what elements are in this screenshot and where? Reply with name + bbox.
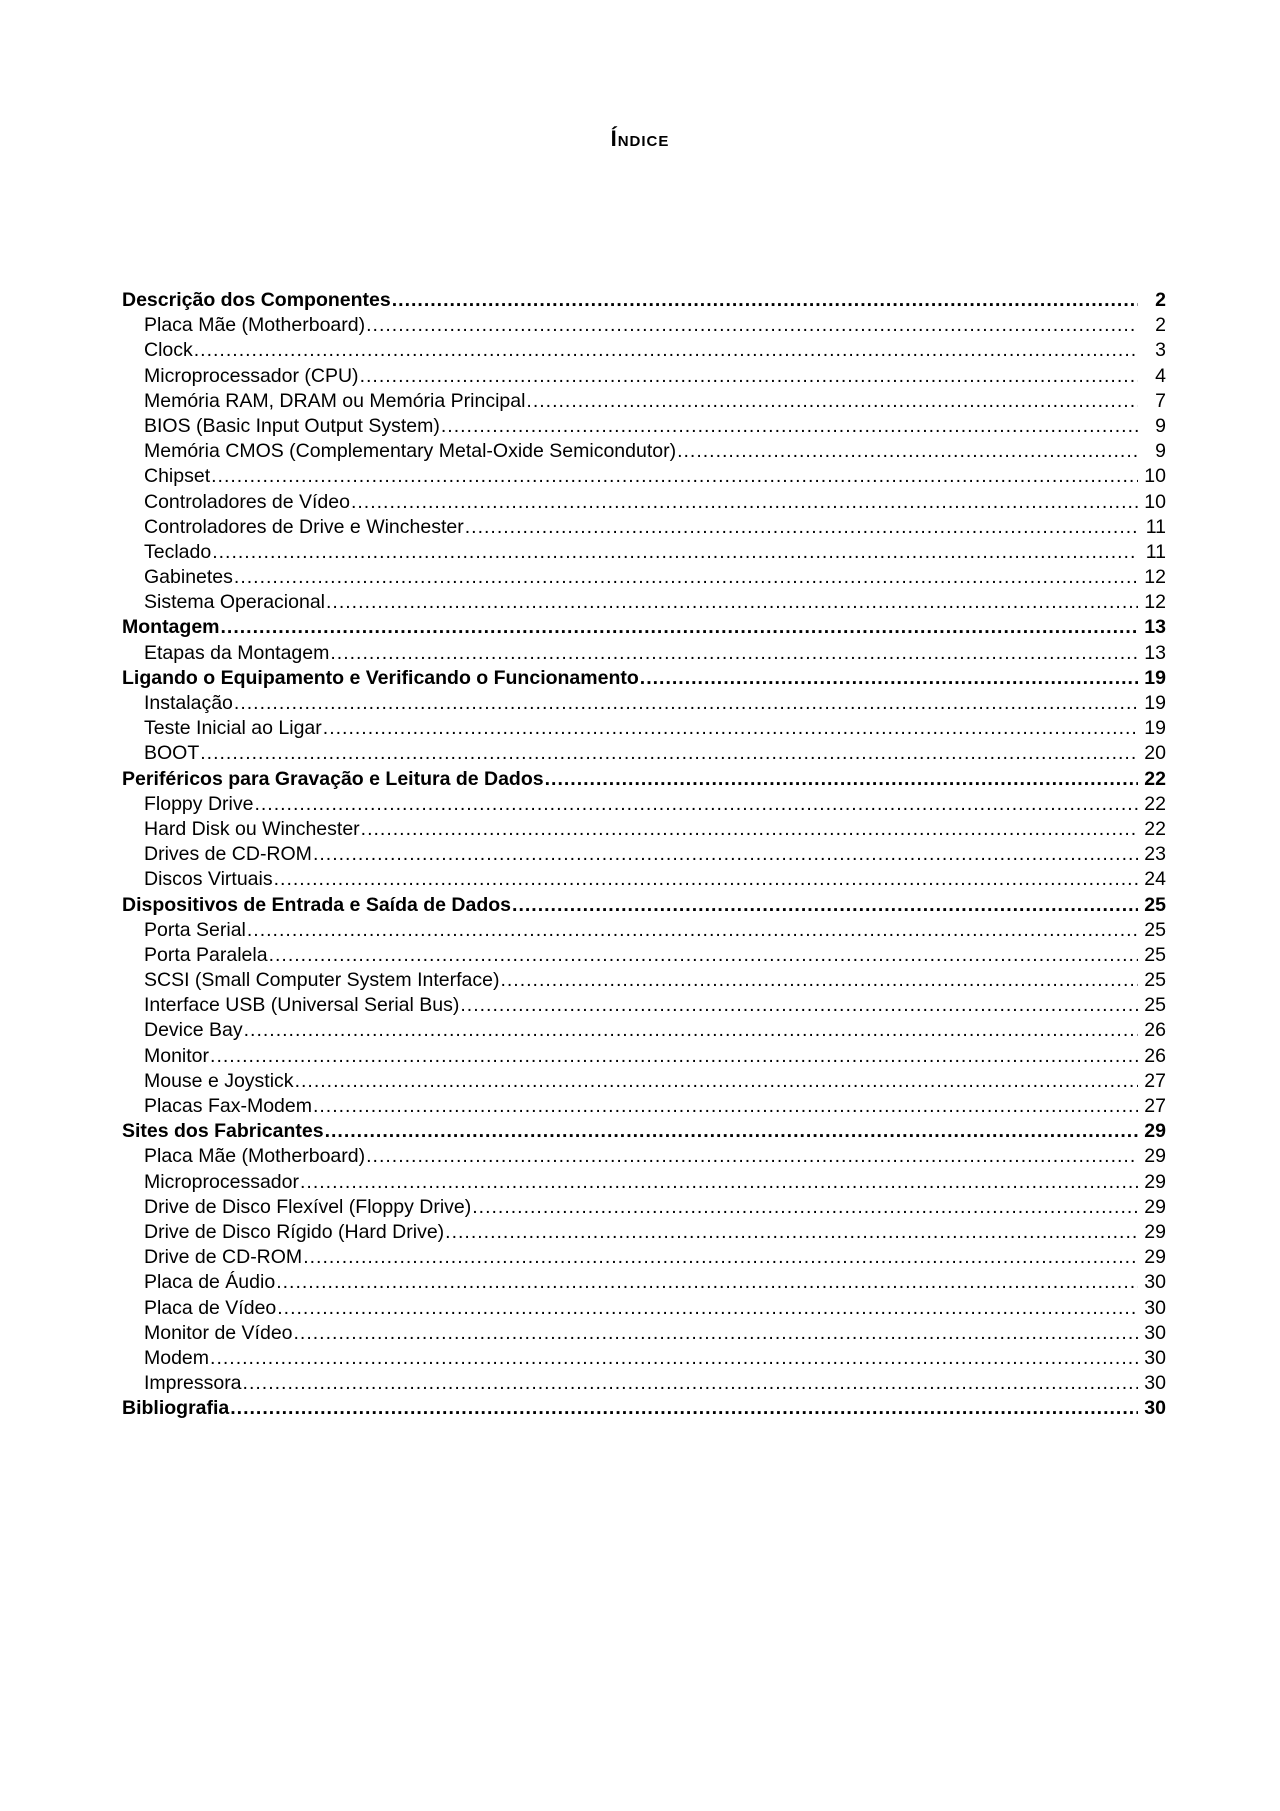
toc-page-number: 3 [1155,339,1166,362]
toc-dot-leader [326,590,1138,615]
toc-dot-leader [274,867,1138,892]
toc-entry-label: Drive de Disco Rígido (Hard Drive) [144,1220,445,1243]
toc-dot-leader [640,666,1138,691]
toc-subsection-entry[interactable] [122,540,1166,565]
toc-subsection-entry[interactable] [122,389,1166,414]
toc-subsection-entry[interactable] [122,313,1166,338]
toc-dot-leader [313,1094,1138,1119]
toc-dot-leader [200,741,1138,766]
toc-entry-label: Porta Serial [144,918,246,941]
toc-entry-label: Interface USB (Universal Serial Bus) [144,994,460,1017]
toc-subsection-entry[interactable] [122,364,1166,389]
toc-page-number: 30 [1144,1296,1166,1319]
toc-page-number: 13 [1144,616,1166,639]
toc-dot-leader [294,1321,1138,1346]
toc-dot-leader [210,1346,1138,1371]
toc-page-number: 25 [1144,943,1166,966]
toc-entry-label: Instalação [144,692,233,714]
toc-subsection-entry[interactable] [122,1094,1166,1119]
toc-section-entry[interactable] [122,767,1166,792]
toc-subsection-entry[interactable] [122,817,1166,842]
toc-page-number: 30 [1144,1397,1166,1420]
toc-subsection-entry[interactable] [122,439,1166,464]
toc-subsection-entry[interactable] [122,338,1166,363]
toc-dot-leader [247,918,1138,943]
toc-page-number: 29 [1144,1195,1166,1218]
toc-page-number: 23 [1144,843,1166,866]
toc-page-number: 29 [1144,1145,1166,1168]
toc-page-number: 29 [1144,1120,1166,1143]
toc-entry-label: Controladores de Vídeo [144,490,350,513]
toc-page-number: 25 [1144,918,1166,941]
toc-section-entry[interactable] [122,893,1166,918]
toc-subsection-entry[interactable] [122,943,1166,968]
toc-dot-leader [212,540,1138,565]
toc-page-number: 12 [1144,566,1166,589]
toc-entry-label: Microprocessador [144,1170,299,1193]
toc-dot-leader [472,1195,1138,1220]
toc-dot-leader [234,565,1138,590]
toc-entry-label: Periféricos para Gravação e Leitura de Dados [122,767,544,790]
toc-subsection-entry[interactable] [122,590,1166,615]
toc-dot-leader [441,414,1138,439]
toc-subsection-entry[interactable] [122,515,1166,540]
toc-page-number: 10 [1144,465,1166,488]
toc-page-number: 20 [1144,742,1166,765]
toc-page-number: 26 [1144,1019,1166,1042]
toc-entry-label: Memória RAM, DRAM ou Memória Principal [144,389,526,412]
toc-entry-label: Memória CMOS (Complementary Metal-Oxide Semicondutor) [144,440,677,463]
toc-entry-label: Clock [144,339,193,362]
toc-entry-label: Chipset [144,465,211,488]
toc-subsection-entry[interactable] [122,716,1166,741]
toc-entry-label: Bibliografia [122,1397,230,1420]
toc-entry-label: Ligando o Equipamento e Verificando o Funcionamento [122,666,639,689]
toc-dot-leader [500,968,1138,993]
toc-entry-label: Teclado [144,540,212,563]
toc-subsection-entry[interactable] [122,1270,1166,1295]
toc-entry-label: Placa de Áudio [144,1271,276,1294]
toc-entry-label: Discos Virtuais [144,868,273,891]
toc-dot-leader [325,1119,1138,1144]
toc-entry-label: Porta Paralela [144,943,268,966]
toc-subsection-entry[interactable] [122,1296,1166,1321]
toc-subsection-entry[interactable] [122,867,1166,892]
toc-entry-label: Sistema Operacional [144,591,326,614]
toc-entry-label: Monitor [144,1044,210,1067]
toc-dot-leader [351,490,1138,515]
toc-dot-leader [277,1296,1138,1321]
toc-page-number: 9 [1155,440,1166,463]
toc-entry-label: Impressora [144,1372,242,1395]
toc-subsection-entry[interactable] [122,1195,1166,1220]
toc-section-entry[interactable] [122,1119,1166,1144]
toc-page-number: 29 [1144,1220,1166,1243]
toc-page-number: 2 [1155,289,1166,311]
toc-page-number: 29 [1144,1246,1166,1269]
toc-entry-label: Sites dos Fabricantes [122,1120,324,1143]
toc-entry-label: Placas Fax-Modem [144,1095,312,1117]
toc-dot-leader [303,1245,1138,1270]
toc-entry-label: Dispositivos de Entrada e Saída de Dados [122,893,512,916]
toc-entry-label: Gabinetes [144,566,233,589]
toc-page-number: 24 [1144,868,1166,891]
toc-dot-leader [545,767,1138,792]
toc-dot-leader [244,1018,1138,1043]
toc-dot-leader [300,1170,1138,1195]
toc-entry-label: BOOT [144,742,200,765]
toc-page-number: 25 [1144,994,1166,1017]
toc-entry-label: Placa de Vídeo [144,1296,277,1319]
toc-page-number: 12 [1144,591,1166,614]
toc-dot-leader [392,288,1138,313]
toc-dot-leader [330,641,1138,666]
toc-page-number: 22 [1144,767,1166,790]
toc-entry-label: Drive de Disco Flexível (Floppy Drive) [144,1195,472,1218]
toc-subsection-entry[interactable] [122,1245,1166,1270]
toc-page-number: 30 [1144,1346,1166,1369]
toc-page-number: 22 [1144,817,1166,840]
toc-page-number: 13 [1144,641,1166,664]
toc-page-number: 27 [1144,1069,1166,1092]
toc-entry-label: BIOS (Basic Input Output System) [144,414,440,437]
toc-subsection-entry[interactable] [122,1069,1166,1094]
toc-entry-label: SCSI (Small Computer System Interface) [144,969,500,992]
toc-entry-label: Hard Disk ou Winchester [144,817,360,840]
toc-section-entry[interactable] [122,666,1166,691]
toc-entry-label: Monitor de Vídeo [144,1321,293,1344]
toc-page-number: 19 [1144,717,1166,740]
toc-subsection-entry[interactable] [122,414,1166,439]
toc-entry-label: Descrição dos Componentes [122,289,391,311]
toc-subsection-entry[interactable] [122,464,1166,489]
toc-dot-leader [460,993,1138,1018]
toc-entry-label: Microprocessador (CPU) [144,364,359,387]
toc-entry-label: Mouse e Joystick [144,1069,294,1092]
toc-page-number: 11 [1145,540,1166,563]
toc-subsection-entry[interactable] [122,1018,1166,1043]
toc-subsection-entry[interactable] [122,918,1166,943]
toc-subsection-entry[interactable] [122,1044,1166,1069]
toc-page-number: 9 [1155,414,1166,437]
toc-dot-leader [445,1220,1138,1245]
toc-subsection-entry[interactable] [122,1346,1166,1371]
toc-dot-leader [269,943,1138,968]
toc-dot-leader [677,439,1138,464]
toc-section-entry[interactable] [122,288,1166,313]
toc-entry-label: Drives de CD-ROM [144,843,312,866]
toc-page-number: 7 [1155,389,1166,412]
toc-dot-leader [230,1396,1138,1421]
toc-page-number: 25 [1144,969,1166,992]
toc-dot-leader [361,817,1138,842]
toc-dot-leader [366,1144,1138,1169]
toc-subsection-entry[interactable] [122,1321,1166,1346]
toc-subsection-entry[interactable] [122,993,1166,1018]
toc-entry-label: Placa Mãe (Motherboard) [144,314,366,337]
toc-entry-label: Controladores de Drive e Winchester [144,515,464,538]
toc-dot-leader [234,691,1138,716]
table-of-contents [122,288,1166,1421]
toc-entry-label: Modem [144,1346,210,1369]
toc-entry-label: Placa Mãe (Motherboard) [144,1145,366,1168]
toc-dot-leader [526,389,1138,414]
toc-dot-leader [465,515,1138,540]
toc-page-number: 26 [1144,1044,1166,1067]
toc-page-number: 22 [1144,792,1166,815]
toc-subsection-entry[interactable] [122,1371,1166,1396]
toc-entry-label: Montagem [122,616,220,639]
toc-entry-label: Floppy Drive [144,792,254,815]
toc-dot-leader [194,338,1138,363]
toc-dot-leader [366,313,1138,338]
toc-section-entry[interactable] [122,1396,1166,1421]
toc-page-number: 27 [1144,1095,1166,1117]
toc-page-number: 10 [1144,490,1166,513]
toc-dot-leader [211,464,1138,489]
toc-page-number: 4 [1155,364,1166,387]
toc-dot-leader [243,1371,1138,1396]
toc-subsection-entry[interactable] [122,1170,1166,1195]
toc-entry-label: Etapas da Montagem [144,641,330,664]
toc-dot-leader [360,364,1138,389]
toc-section-entry[interactable] [122,615,1166,640]
toc-subsection-entry[interactable] [122,691,1166,716]
toc-dot-leader [254,792,1138,817]
toc-subsection-entry[interactable] [122,792,1166,817]
toc-dot-leader [221,615,1139,640]
toc-dot-leader [313,842,1138,867]
toc-subsection-entry[interactable] [122,565,1166,590]
toc-dot-leader [295,1069,1138,1094]
toc-subsection-entry[interactable] [122,968,1166,993]
toc-page-number: 11 [1145,515,1166,538]
toc-subsection-entry[interactable] [122,490,1166,515]
toc-subsection-entry[interactable] [122,741,1166,766]
toc-page-number: 30 [1144,1321,1166,1344]
toc-entry-label: Device Bay [144,1019,243,1042]
toc-entry-label: Drive de CD-ROM [144,1246,303,1269]
page-title: Índice [610,126,670,151]
toc-subsection-entry[interactable] [122,842,1166,867]
toc-subsection-entry[interactable] [122,1220,1166,1245]
toc-dot-leader [210,1044,1138,1069]
toc-dot-leader [276,1270,1138,1295]
toc-dot-leader [512,893,1138,918]
toc-page-number: 2 [1155,314,1166,337]
toc-subsection-entry[interactable] [122,1144,1166,1169]
toc-subsection-entry[interactable] [122,641,1166,666]
toc-page-number: 19 [1144,666,1166,689]
toc-page-number: 30 [1144,1372,1166,1395]
toc-page-number: 19 [1144,692,1166,714]
toc-page-number: 30 [1144,1271,1166,1294]
toc-page-number: 25 [1144,893,1166,916]
toc-page-number: 29 [1144,1170,1166,1193]
toc-entry-label: Teste Inicial ao Ligar [144,717,322,740]
toc-dot-leader [323,716,1138,741]
